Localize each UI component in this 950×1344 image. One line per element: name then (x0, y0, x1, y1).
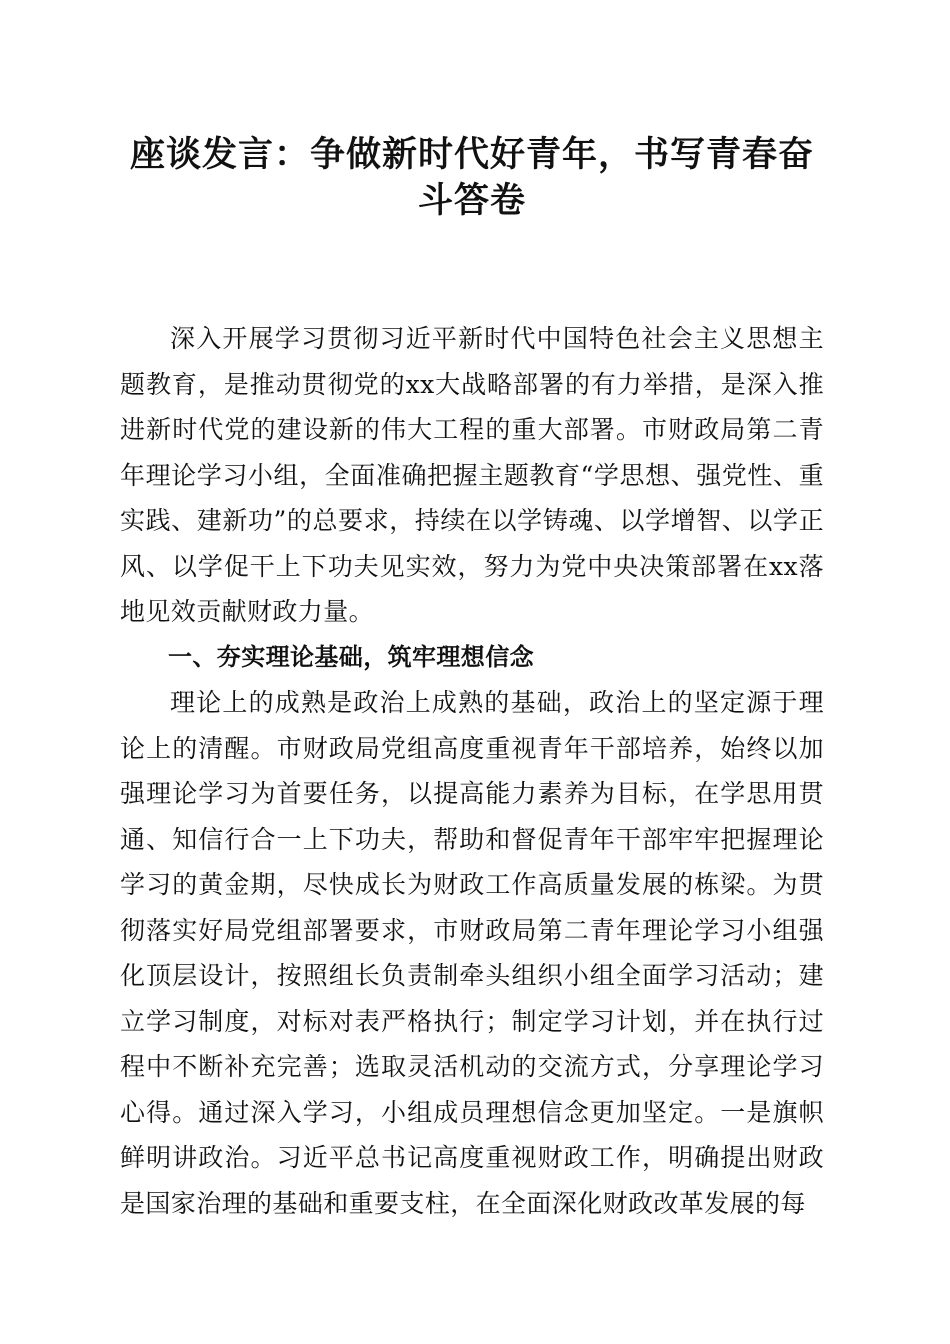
document-page (120, 132, 824, 1226)
document-body (120, 316, 824, 1226)
section-1-heading: 一、夯实理论基础，筑牢理想信念 (168, 642, 534, 671)
section-1-paragraph: 理论上的成熟是政治上成熟的基础，政治上的坚定源于理论上的清醒。市财政局党组高度重视青年干部培养，始终以加强理论学习为首要任务，以提高能力素养为目标，在学思用贯通、知信行合一上下功夫，帮助和督促青年干部牢牢把握理论学习的黄金期，尽快成长为财政工作高质量发展的栋梁。为贯彻落实好局党组部署要求，市财政局第二青年理论学习小组强化顶层设计，按照组长负责制牵头组织小组全面学习活动；建立学习制度，对标对表严格执行；制定学习计划，并在执行过程中不断补充完善；选取灵活机动的交流方式，分享理论学习心得。通过深入学习，小组成员理想信念更加坚定。一是旗帜鲜明讲政治。习近平总书记高度重视财政工作，明确提出财政是国家治理的基础和重要支柱，在全面深化财政改革发展的每 (120, 688, 824, 1218)
document-title: 座谈发言：争做新时代好青年，书写青春奋斗答卷 (129, 134, 814, 221)
intro-paragraph: 深入开展学习贯彻习近平新时代中国特色社会主义思想主题教育，是推动贯彻党的xx大战略部署的有力举措，是深入推进新时代党的建设新的伟大工程的重大部署。市财政局第二青年理论学习小组，全面准确把握主题教育“学思想、强党性、重实践、建新功”的总要求，持续在以学铸魂、以学增智、以学正风、以学促干上下功夫见实效，努力为党中央决策部署在xx落地见效贡献财政力量。 (120, 324, 824, 626)
